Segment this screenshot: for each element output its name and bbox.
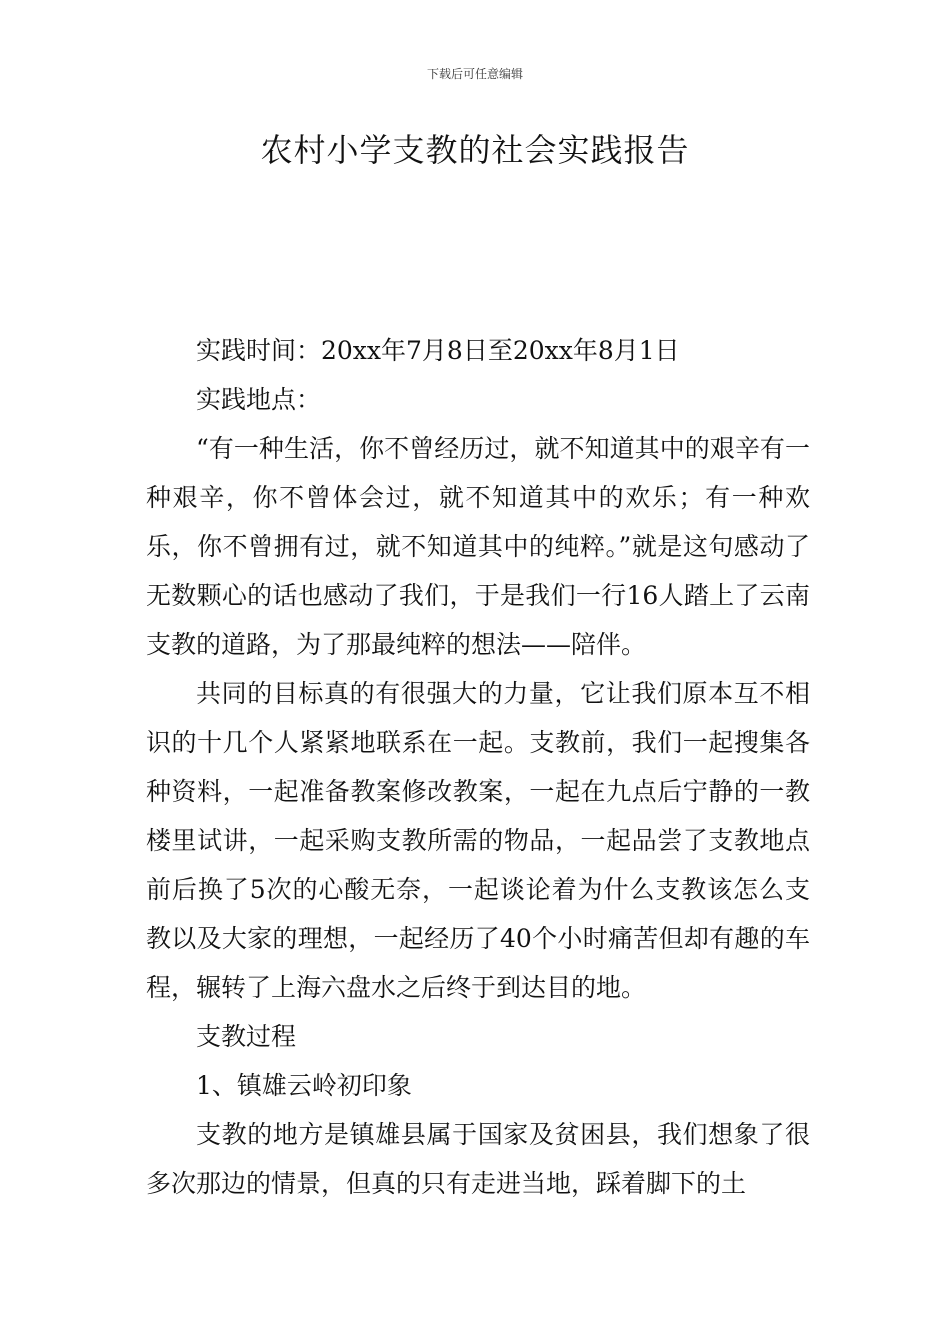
document-title: 农村小学支教的社会实践报告 (260, 131, 690, 169)
paragraph-practice-time: 实践时间：20xx年7月8日至20xx年8月1日 (196, 336, 680, 365)
paragraph-practice-location: 实践地点： (196, 385, 322, 414)
subsection-heading-first-impression: 1、镇雄云岭初印象 (196, 1071, 412, 1100)
section-heading-teaching-process: 支教过程 (196, 1022, 297, 1051)
paragraph-quote: “有一种生活，你不曾经历过，就不知道其中的艰辛有一种艰辛，你不曾体会过，就不知道其中的欢乐；有一种欢乐，你不曾拥有过，就不知道其中的纯粹。”就是这句感动了无数颗心的话也感动了我们，于是我们一行16人踏上了云南支教的道路，为了那最纯粹的想法——陪伴。 (146, 434, 810, 659)
paragraph-zhenxiong: 支教的地方是镇雄县属于国家及贫困县，我们想象了很多次那边的情景，但真的只有走进当地，踩着脚下的土 (146, 1120, 810, 1198)
paragraph-common-goal: 共同的目标真的有很强大的力量，它让我们原本互不相识的十几个人紧紧地联系在一起。支教前，我们一起搜集各种资料，一起准备教案修改教案，一起在九点后宁静的一教楼里试讲，一起采购支教所需的物品，一起品尝了支教地点前后换了5次的心酸无奈，一起谈论着为什么支教该怎么支教以及大家的理想，一起经历了40个小时痛苦但却有趣的车程，辗转了上海六盘水之后终于到达目的地。 (146, 679, 810, 1002)
document-body (146, 326, 810, 1208)
header-note: 下载后可任意编辑 (426, 67, 523, 81)
